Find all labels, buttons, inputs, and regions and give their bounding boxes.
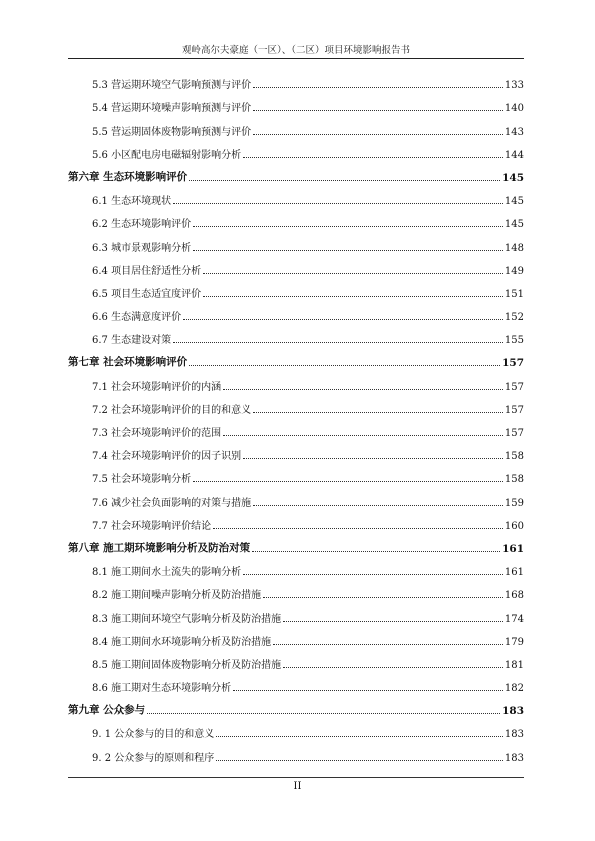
dot-leader [193, 481, 503, 482]
dot-leader [173, 203, 503, 204]
dot-leader [223, 389, 503, 390]
toc-chapter-entry[interactable] [68, 346, 524, 369]
toc-section-entry[interactable] [68, 68, 524, 91]
toc-entry-page: 157 [504, 428, 524, 439]
toc-entry-page: 157 [504, 404, 524, 416]
dot-leader [233, 690, 503, 691]
toc-entry-label: 6.5 项目生态适宜度评价 [92, 288, 202, 300]
page-number: II [293, 781, 302, 792]
toc-entry-page: 160 [504, 520, 524, 532]
toc-section-entry[interactable] [68, 555, 524, 578]
toc-section-entry[interactable] [68, 114, 524, 137]
toc-section-entry[interactable] [68, 648, 524, 671]
toc-chapter-entry[interactable] [68, 532, 524, 555]
dot-leader [193, 250, 503, 251]
toc-entry-page: 145 [502, 171, 524, 184]
toc-entry-label: 7.6 减少社会负面影响的对策与措施 [92, 497, 252, 509]
toc-entry-label: 7.1 社会环境影响评价的内涵 [92, 381, 222, 393]
toc-entry-label: 8.5 施工期间固体废物影响分析及防治措施 [92, 659, 282, 671]
toc-entry-page: 174 [504, 613, 524, 625]
toc-entry-label: 第六章 生态环境影响评价 [68, 170, 188, 183]
toc-section-entry[interactable] [68, 671, 524, 694]
toc-entry-page: 158 [504, 451, 524, 463]
dot-leader [213, 528, 503, 529]
toc-entry-page: 152 [504, 312, 524, 324]
table-of-contents [68, 68, 524, 764]
toc-entry-label: 7.5 社会环境影响分析 [92, 474, 192, 486]
dot-leader [189, 365, 500, 366]
toc-entry-label: 8.4 施工期间水环境影响分析及防治措施 [92, 636, 272, 648]
toc-entry-label: 7.4 社会环境影响评价的因子识别 [92, 451, 242, 463]
toc-section-entry[interactable] [68, 323, 524, 346]
toc-section-entry[interactable] [68, 184, 524, 207]
dot-leader [147, 713, 500, 714]
dot-leader [193, 226, 503, 227]
toc-section-entry[interactable] [68, 416, 524, 439]
toc-entry-page: 145 [504, 196, 524, 208]
toc-entry-label: 5.5 营运期固体废物影响预测与评价 [92, 126, 252, 138]
toc-entry-page: 183 [504, 729, 524, 741]
dot-leader [253, 134, 503, 135]
dot-leader [216, 760, 503, 761]
toc-entry-page: 159 [504, 497, 524, 509]
toc-entry-label: 9. 1 公众参与的目的和意义 [92, 729, 215, 741]
toc-entry-page: 157 [504, 381, 524, 393]
toc-section-entry[interactable] [68, 625, 524, 648]
toc-chapter-entry[interactable] [68, 694, 524, 717]
toc-entry-page: 133 [504, 80, 524, 92]
dot-leader [223, 435, 503, 436]
dot-leader [243, 574, 503, 575]
toc-section-entry[interactable] [68, 254, 524, 277]
toc-section-entry[interactable] [68, 393, 524, 416]
toc-entry-page: 149 [504, 265, 524, 277]
footer-divider [68, 777, 524, 778]
toc-section-entry[interactable] [68, 439, 524, 462]
report-title: 观岭高尔夫豪庭（一区）、（二区）项目环境影响报告书 [181, 45, 410, 56]
toc-entry-page: 157 [502, 357, 524, 370]
toc-entry-page: 181 [504, 659, 524, 671]
toc-entry-page: 161 [502, 542, 524, 555]
dot-leader [283, 667, 503, 668]
toc-entry-label: 第九章 公众参与 [68, 704, 146, 717]
dot-leader [183, 319, 503, 320]
toc-entry-label: 6.4 项目居住舒适性分析 [92, 265, 202, 277]
dot-leader [253, 87, 503, 88]
toc-chapter-entry[interactable] [68, 161, 524, 184]
toc-section-entry[interactable] [68, 601, 524, 624]
toc-entry-label: 第八章 施工期环境影响分析及防治对策 [68, 541, 251, 554]
toc-entry-label: 8.6 施工期对生态环境影响分析 [92, 683, 232, 695]
toc-section-entry[interactable] [68, 207, 524, 230]
dot-leader [243, 157, 503, 158]
toc-section-entry[interactable] [68, 369, 524, 392]
dot-leader [273, 644, 503, 645]
toc-entry-page: 145 [504, 219, 524, 231]
dot-leader [203, 296, 503, 297]
dot-leader [203, 273, 503, 274]
toc-entry-label: 第七章 社会环境影响评价 [68, 356, 188, 369]
toc-entry-label: 5.3 营运期环境空气影响预测与评价 [92, 80, 252, 92]
toc-entry-label: 5.6 小区配电房电磁辐射影响分析 [92, 149, 242, 161]
dot-leader [253, 110, 503, 111]
toc-section-entry[interactable] [68, 717, 524, 740]
toc-entry-label: 6.2 生态环境影响评价 [92, 219, 192, 231]
toc-entry-page: 151 [504, 288, 524, 300]
dot-leader [243, 458, 503, 459]
toc-section-entry[interactable] [68, 462, 524, 485]
toc-entry-label: 5.4 营运期环境噪声影响预测与评价 [92, 103, 252, 115]
toc-section-entry[interactable] [68, 485, 524, 508]
toc-entry-page: 155 [504, 335, 524, 347]
toc-entry-page: 140 [504, 103, 524, 115]
page-header [68, 40, 524, 59]
toc-entry-page: 168 [504, 590, 524, 602]
toc-section-entry[interactable] [68, 509, 524, 532]
toc-entry-page: 183 [504, 752, 524, 764]
dot-leader [216, 736, 503, 737]
dot-leader [173, 342, 503, 343]
toc-entry-label: 6.3 城市景观影响分析 [92, 242, 192, 254]
toc-section-entry[interactable] [68, 300, 524, 323]
toc-entry-label: 7.3 社会环境影响评价的范围 [92, 428, 222, 439]
toc-entry-page: 148 [504, 242, 524, 254]
toc-entry-page: 144 [504, 149, 524, 161]
dot-leader [263, 597, 503, 598]
toc-entry-label: 6.1 生态环境现状 [92, 196, 172, 208]
toc-section-entry[interactable] [68, 740, 524, 763]
toc-section-entry[interactable] [68, 230, 524, 253]
toc-entry-page: 183 [502, 705, 524, 718]
dot-leader [253, 505, 503, 506]
toc-section-entry[interactable] [68, 578, 524, 601]
toc-entry-label: 8.1 施工期间水土流失的影响分析 [92, 567, 242, 579]
toc-section-entry[interactable] [68, 277, 524, 300]
toc-entry-label: 7.2 社会环境影响评价的目的和意义 [92, 404, 252, 416]
toc-entry-label: 6.6 生态满意度评价 [92, 312, 182, 324]
toc-entry-page: 182 [504, 683, 524, 695]
toc-entry-label: 7.7 社会环境影响评价结论 [92, 520, 212, 532]
dot-leader [253, 412, 503, 413]
toc-entry-label: 9. 2 公众参与的原则和程序 [92, 752, 215, 764]
toc-entry-page: 158 [504, 474, 524, 486]
toc-entry-page: 179 [504, 636, 524, 648]
toc-entry-page: 161 [504, 567, 524, 579]
dot-leader [283, 621, 503, 622]
toc-section-entry[interactable] [68, 138, 524, 161]
toc-section-entry[interactable] [68, 91, 524, 114]
toc-entry-label: 8.3 施工期间环境空气影响分析及防治措施 [92, 613, 282, 625]
toc-entry-page: 143 [504, 126, 524, 138]
toc-entry-label: 6.7 生态建设对策 [92, 335, 172, 347]
toc-entry-label: 8.2 施工期间噪声影响分析及防治措施 [92, 590, 262, 602]
dot-leader [189, 180, 500, 181]
dot-leader [252, 551, 500, 552]
